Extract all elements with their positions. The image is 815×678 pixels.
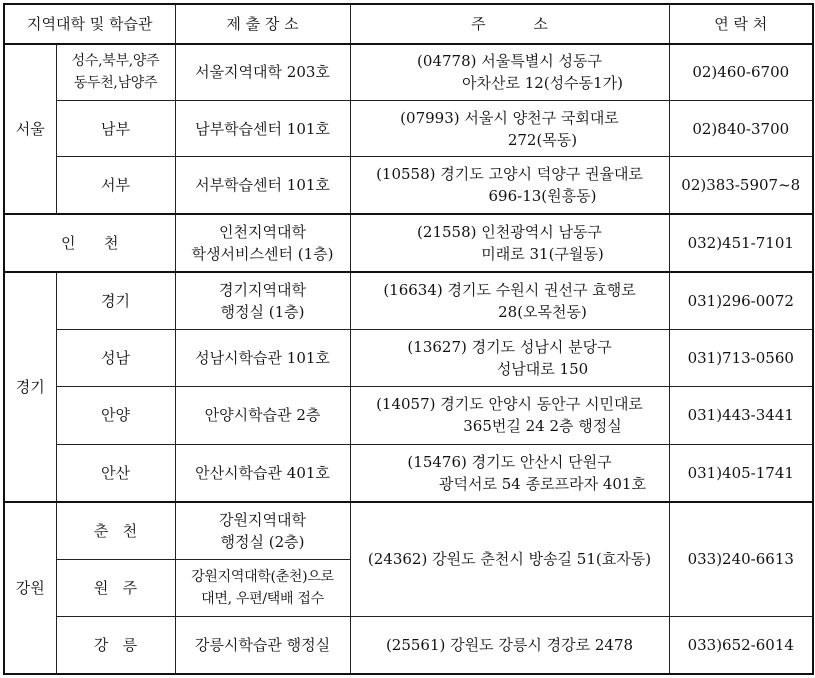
address-line: (21558) 인천광역시 남동구 <box>417 223 602 242</box>
address-line: (04778) 서울특별시 성동구 <box>417 52 602 71</box>
phone: 031)296-0072 <box>669 272 813 329</box>
place-line: 경기지역대학 <box>219 280 306 299</box>
phone: 02)383-5907~8 <box>669 157 813 214</box>
submission-place <box>175 214 350 271</box>
address-line: (15476) 경기도 안산시 단원구 <box>407 452 612 471</box>
subregion: 성남 <box>56 329 175 386</box>
address-line: 696-13(원흥동) <box>488 187 597 206</box>
subregion: 원 주 <box>56 559 175 616</box>
place-line: 강원지역대학 <box>219 510 306 529</box>
header-region: 지역대학 및 학습관 <box>4 4 175 44</box>
region-incheon: 인 천 <box>4 214 175 271</box>
place-line: 행정실 (1층) <box>220 302 305 321</box>
phone: 032)451-7101 <box>669 214 813 271</box>
subregion: 경기 <box>56 272 175 329</box>
table-row <box>4 272 813 329</box>
subregion: 춘 천 <box>56 502 175 559</box>
table-row <box>4 100 813 156</box>
address-line: (14057) 경기도 안양시 동안구 시민대로 <box>376 395 643 414</box>
table-row <box>4 444 813 501</box>
place-line: 학생서비스센터 (1층) <box>191 245 334 264</box>
header-address: 주 소 <box>350 4 669 44</box>
phone: 031)405-1741 <box>669 444 813 501</box>
subregion: 남부 <box>56 100 175 156</box>
phone: 033)652-6014 <box>669 617 813 675</box>
address-line: 광덕서로 54 종로프라자 401호 <box>439 474 646 493</box>
address-line: 365번길 24 2층 행정실 <box>463 417 622 436</box>
subregion-line: 성수,북부,양주 <box>71 53 160 70</box>
submission-place <box>175 502 350 559</box>
submission-place <box>175 272 350 329</box>
subregion: 안산 <box>56 444 175 501</box>
submission-place: 성남시학습관 101호 <box>175 329 350 386</box>
address <box>350 157 669 214</box>
region-gyeonggi: 경기 <box>4 272 56 502</box>
place-line: 행정실 (2층) <box>220 532 305 551</box>
address-line: 성남대로 150 <box>496 359 589 378</box>
address-line: (10558) 경기도 고양시 덕양구 권율대로 <box>376 165 643 184</box>
address-line: (07993) 서울시 양천구 국회대로 <box>400 108 619 127</box>
phone: 02)460-6700 <box>669 44 813 100</box>
address <box>350 214 669 271</box>
table-row <box>4 502 813 559</box>
address <box>350 100 669 156</box>
submission-place: 강릉시학습관 행정실 <box>175 617 350 675</box>
submission-place: 서울지역대학 203호 <box>175 44 350 100</box>
submission-place: 남부학습센터 101호 <box>175 100 350 156</box>
address-line: 272(목동) <box>507 130 578 149</box>
subregion: 서부 <box>56 157 175 214</box>
header-place: 제 출 장 소 <box>175 4 350 44</box>
table-row <box>4 157 813 214</box>
table-row <box>4 617 813 675</box>
submission-place <box>175 559 350 616</box>
place-line: 대면, 우편/택배 접수 <box>201 590 324 607</box>
table-row <box>4 44 813 100</box>
phone: 033)240-6613 <box>669 502 813 617</box>
subregion: 안양 <box>56 387 175 444</box>
region-seoul: 서울 <box>4 44 56 214</box>
phone: 02)840-3700 <box>669 100 813 156</box>
subregion: 강 릉 <box>56 617 175 675</box>
subregion-line: 동두천,남양주 <box>73 75 158 92</box>
address <box>350 387 669 444</box>
phone: 031)443-3441 <box>669 387 813 444</box>
address-line: (16634) 경기도 수원시 권선구 효행로 <box>383 280 636 299</box>
submission-place: 서부학습센터 101호 <box>175 157 350 214</box>
address-line: 미래로 31(구월동) <box>481 245 604 264</box>
address <box>350 329 669 386</box>
place-line: 강원지역대학(춘천)으로 <box>191 568 334 585</box>
address-line: (13627) 경기도 성남시 분당구 <box>407 337 612 356</box>
header-phone: 연 락 처 <box>669 4 813 44</box>
submission-place: 안산시학습관 401호 <box>175 444 350 501</box>
address-line: 28(오목천동) <box>498 302 587 321</box>
address <box>350 44 669 100</box>
table-row <box>4 387 813 444</box>
subregion <box>56 44 175 100</box>
office-directory-table <box>3 3 814 675</box>
table-row <box>4 214 813 271</box>
address: (24362) 강원도 춘천시 방송길 51(효자동) <box>350 502 669 617</box>
address-line: 아차산로 12(성수동1가) <box>461 74 624 93</box>
table-row <box>4 329 813 386</box>
address <box>350 444 669 501</box>
address <box>350 272 669 329</box>
address: (25561) 강원도 강릉시 경강로 2478 <box>350 617 669 675</box>
header-row <box>4 4 813 44</box>
place-line: 인천지역대학 <box>219 223 306 242</box>
phone: 031)713-0560 <box>669 329 813 386</box>
submission-place: 안양시학습관 2층 <box>175 387 350 444</box>
region-gangwon: 강원 <box>4 502 56 674</box>
